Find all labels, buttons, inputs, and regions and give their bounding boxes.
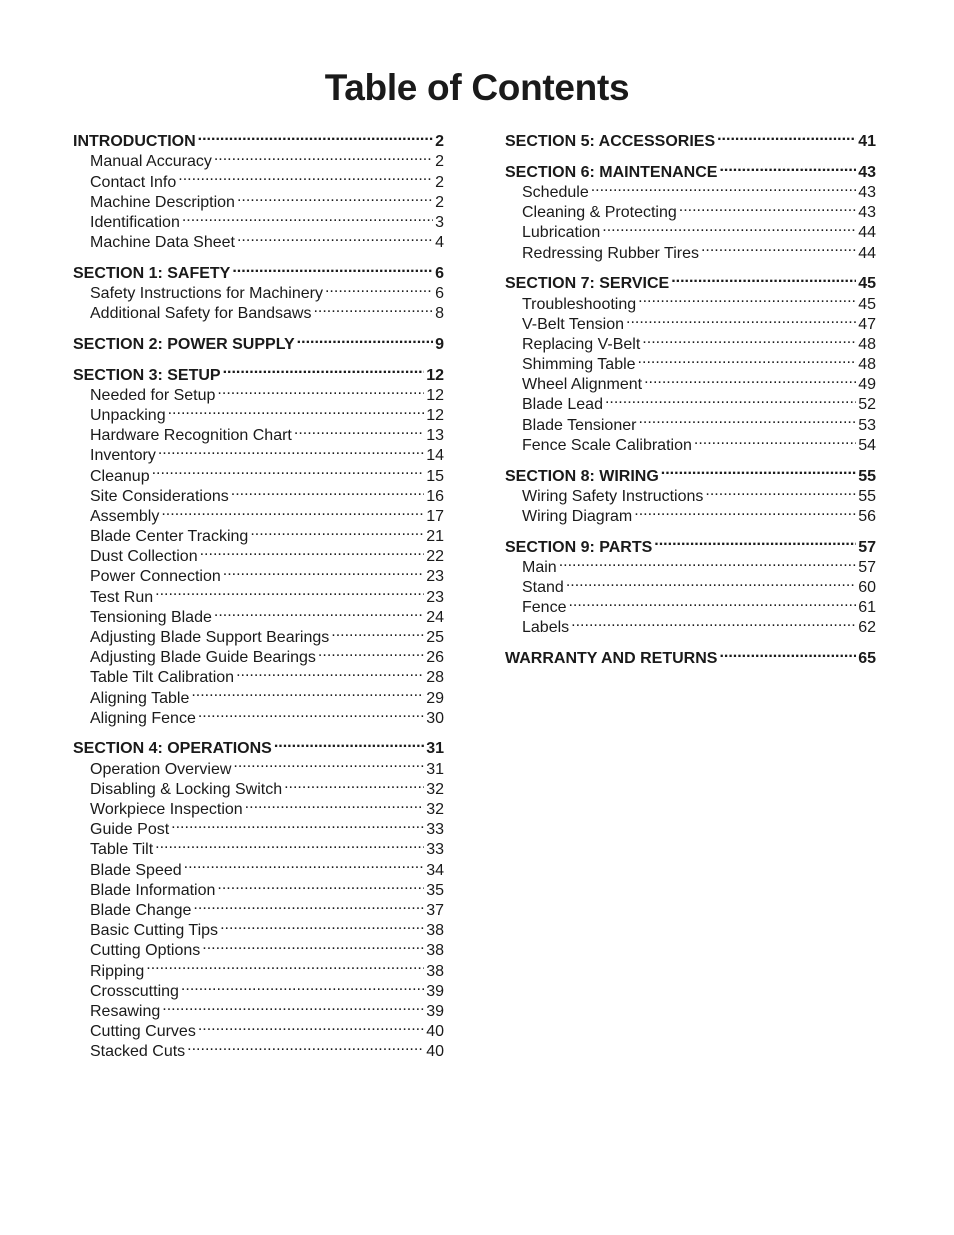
toc-page-number: 43 (858, 163, 876, 181)
toc-entry-label: Blade Center Tracking (90, 528, 249, 546)
toc-page-number: 57 (858, 538, 876, 556)
dot-leader (171, 814, 424, 834)
toc-entry-label: Stand (522, 578, 564, 596)
dot-leader (214, 602, 424, 622)
toc-page-number: 15 (426, 467, 444, 485)
toc-entry-label: WARRANTY AND RETURNS (505, 650, 718, 667)
toc-page-number: 17 (426, 507, 444, 525)
dot-leader (705, 481, 856, 501)
toc-entry-label: Wheel Alignment (522, 376, 643, 394)
toc-page-number: 44 (858, 244, 876, 262)
toc-section (73, 258, 444, 323)
toc-entry-main[interactable] (505, 552, 876, 576)
dot-leader (232, 258, 433, 278)
toc-entry-label: Power Connection (90, 568, 221, 586)
toc-entry-label: Schedule (522, 184, 589, 202)
toc-entry-label: Adjusting Blade Support Bearings (90, 629, 330, 646)
toc-page-number: 39 (426, 1002, 444, 1020)
toc-entry-label: Manual Accuracy (90, 153, 212, 171)
toc-page-number: 23 (426, 588, 444, 606)
toc-page-number: 49 (858, 376, 876, 394)
dot-leader (654, 531, 856, 551)
toc-section-heading-section-6-maintenance[interactable] (505, 157, 876, 181)
dot-leader (161, 501, 424, 521)
toc-entry-label: Workpiece Inspection (90, 801, 243, 818)
toc-page-number: 40 (426, 1043, 444, 1061)
toc-entry-label: Dust Collection (90, 548, 198, 566)
toc-page-number: 2 (435, 133, 444, 151)
toc-section (505, 531, 876, 637)
toc-entry-label: Lubrication (522, 224, 601, 242)
toc-entry-label: Blade Lead (522, 396, 603, 414)
toc-section-heading-section-2-power-supply[interactable] (73, 329, 444, 353)
toc-page-number: 41 (858, 133, 876, 151)
dot-leader (591, 177, 856, 197)
toc-page-number: 9 (435, 335, 444, 353)
toc-section-heading-section-4-operations[interactable] (73, 733, 444, 758)
toc-page-number: 56 (858, 507, 876, 525)
toc-page-number: 2 (435, 153, 444, 171)
toc-entry-label: Site Considerations (90, 487, 229, 505)
toc-page-number: 40 (426, 1023, 444, 1041)
toc-page-number: 48 (858, 356, 876, 374)
toc-entry-label: Wiring Safety Instructions (522, 487, 704, 505)
toc-entry-label: Test Run (90, 588, 154, 606)
toc-page-number: 65 (858, 650, 876, 667)
toc-entry-label: Shimming Table (522, 356, 636, 374)
toc-entry-label: Assembly (90, 507, 160, 525)
dot-leader (200, 541, 425, 561)
toc-entry-label: Wiring Diagram (522, 507, 633, 525)
toc-section-heading-warranty-and-returns[interactable] (505, 643, 876, 667)
dot-leader (294, 420, 424, 440)
toc-page-number: 34 (426, 861, 444, 879)
dot-leader (719, 643, 856, 663)
toc-entry-label: Fence (522, 599, 567, 617)
dot-leader (566, 572, 856, 592)
dot-leader (223, 561, 424, 581)
toc-entry-label: SECTION 3: SETUP (73, 366, 221, 384)
toc-entry-label: SECTION 6: MAINTENANCE (505, 163, 718, 181)
dot-leader (679, 197, 856, 217)
dot-leader (638, 288, 856, 308)
toc-entry-label: Labels (522, 619, 570, 637)
toc-entry-label: Hardware Recognition Chart (90, 427, 292, 445)
toc-entry-label: Aligning Table (90, 689, 190, 707)
toc-entry-label: SECTION 4: OPERATIONS (73, 740, 272, 758)
dot-leader (568, 592, 856, 612)
dot-leader (297, 329, 433, 349)
dot-leader (571, 612, 856, 632)
dot-leader (217, 380, 424, 400)
toc-page-number: 13 (426, 427, 444, 445)
toc-page-number: 2 (435, 173, 444, 191)
toc-page-number: 4 (435, 234, 444, 252)
toc-page-number: 16 (426, 487, 444, 505)
toc-entry-label: SECTION 7: SERVICE (505, 275, 670, 293)
page-title: Table of Contents (324, 67, 630, 108)
toc-page-number: 43 (858, 204, 876, 222)
toc-page-number: 6 (435, 285, 444, 302)
dot-leader (313, 298, 433, 318)
dot-leader (671, 268, 856, 288)
dot-leader (198, 1016, 424, 1036)
toc-entry-label: Ripping (90, 962, 145, 980)
toc-section (73, 329, 444, 353)
toc-page-number: 32 (426, 780, 444, 798)
toc-section (505, 126, 876, 151)
toc-page-number: 12 (426, 406, 444, 424)
toc-entry-label: Unpacking (90, 406, 166, 424)
dot-leader (223, 359, 425, 379)
toc-page-number: 48 (858, 335, 876, 353)
toc-page-number: 38 (426, 942, 444, 960)
toc-section-heading-section-5-accessories[interactable] (505, 126, 876, 151)
toc-entry-label: Redressing Rubber Tires (522, 244, 699, 262)
toc-entry-label: Blade Speed (90, 861, 182, 879)
dot-leader (602, 217, 856, 237)
dot-leader (634, 501, 856, 521)
toc-page-number: 62 (858, 619, 876, 637)
toc-page-number: 38 (426, 922, 444, 940)
toc-entry-label: SECTION 2: POWER SUPPLY (73, 335, 295, 353)
dot-leader (642, 329, 856, 349)
toc-page-number: 39 (426, 982, 444, 1000)
toc-entry-label: Blade Tensioner (522, 416, 637, 434)
toc-entry-label: Crosscutting (90, 982, 179, 1000)
toc-page-number: 53 (858, 416, 876, 434)
dot-leader (638, 349, 857, 369)
toc-entry-label: Replacing V-Belt (522, 335, 641, 353)
toc-page-number: 54 (858, 436, 876, 454)
toc-entry-label: Inventory (90, 447, 156, 465)
toc-entry-label: Cleaning & Protecting (522, 204, 677, 222)
dot-leader (701, 237, 856, 257)
dot-leader (155, 834, 424, 854)
toc-section (505, 643, 876, 667)
dot-leader (644, 369, 856, 389)
toc-page-number: 44 (858, 224, 876, 242)
dot-leader (237, 187, 433, 207)
dot-leader (661, 460, 856, 480)
toc-left-column (73, 126, 444, 1067)
toc-page-number: 25 (426, 629, 444, 646)
toc-page-number: 45 (858, 275, 876, 293)
toc-entry-label: SECTION 8: WIRING (505, 467, 659, 485)
toc-entry-label: Table Tilt (90, 841, 154, 859)
toc-page-number: 3 (435, 213, 444, 231)
dot-leader (719, 157, 856, 177)
toc-entry-label: Needed for Setup (90, 386, 216, 404)
toc-entry-label: Operation Overview (90, 760, 232, 778)
dot-leader (325, 278, 433, 298)
dot-leader (638, 409, 856, 429)
toc-entry-label: Resawing (90, 1002, 161, 1020)
toc-page-number: 55 (858, 467, 876, 485)
toc-section-heading-section-9-parts[interactable] (505, 531, 876, 556)
dot-leader (605, 389, 856, 409)
dot-leader (284, 774, 424, 794)
toc-section (73, 359, 444, 727)
dot-leader (184, 854, 425, 874)
toc-page-number: 12 (426, 366, 444, 384)
toc-page-number: 23 (426, 568, 444, 586)
toc-entry-label: Stacked Cuts (90, 1043, 186, 1061)
toc-page-number: 32 (426, 801, 444, 818)
toc-page-number: 6 (435, 264, 444, 282)
toc-right-column (505, 126, 876, 674)
toc-section (73, 733, 444, 1061)
toc-entry-label: Blade Change (90, 901, 192, 919)
dot-leader (217, 875, 424, 895)
dot-leader (559, 552, 857, 572)
dot-leader (191, 682, 424, 702)
toc-entry-label: Contact Info (90, 173, 177, 191)
toc-page-number: 21 (426, 528, 444, 546)
toc-page-number: 30 (426, 709, 444, 727)
dot-leader (198, 126, 433, 146)
dot-leader (245, 794, 425, 814)
toc-entry-label: Tensioning Blade (90, 608, 212, 626)
dot-leader (233, 753, 424, 773)
toc-entry-label: Cutting Options (90, 942, 201, 960)
toc-section (73, 126, 444, 252)
toc-page-number: 31 (426, 740, 444, 758)
toc-page-number: 31 (426, 760, 444, 778)
toc-page-number: 29 (426, 689, 444, 707)
dot-leader (202, 935, 424, 955)
toc-entry-label: Fence Scale Calibration (522, 436, 692, 454)
toc-entry-label: Additional Safety for Bandsaws (90, 305, 312, 323)
toc-entry-label: SECTION 9: PARTS (505, 538, 653, 556)
toc-entry-stand[interactable] (505, 572, 876, 596)
toc-page-number: 47 (858, 315, 876, 333)
dot-leader (626, 309, 856, 329)
dot-leader (250, 521, 424, 541)
toc-page-number: 24 (426, 608, 444, 626)
dot-leader (182, 207, 433, 227)
toc-entry-label: Basic Cutting Tips (90, 922, 219, 940)
dot-leader (220, 915, 424, 935)
toc-page-number: 28 (426, 669, 444, 687)
dot-leader (181, 976, 424, 996)
toc-entry-label: Cleanup (90, 467, 150, 485)
dot-leader (152, 460, 425, 480)
toc-entry-label: SECTION 1: SAFETY (73, 264, 231, 282)
toc-entry-label: Table Tilt Calibration (90, 669, 235, 687)
dot-leader (237, 227, 433, 247)
toc-section-heading-section-7-service[interactable] (505, 268, 876, 293)
dot-leader (717, 126, 856, 146)
toc-entry-label: Machine Description (90, 193, 235, 211)
dot-leader (168, 400, 425, 420)
toc-page-number: 14 (426, 447, 444, 465)
toc-page-number: 55 (858, 487, 876, 505)
dot-leader (214, 146, 433, 166)
toc-entry-label: SECTION 5: ACCESSORIES (505, 133, 716, 151)
toc-section-heading-section-3-setup[interactable] (73, 359, 444, 384)
toc-entry-label: Blade Information (90, 881, 216, 899)
toc-page-number: 61 (858, 599, 876, 617)
dot-leader (198, 703, 424, 723)
toc-page-number: 8 (435, 305, 444, 323)
toc-section-heading-introduction[interactable] (73, 126, 444, 151)
dot-leader (318, 642, 424, 662)
toc-entry-label: Machine Data Sheet (90, 234, 235, 252)
toc-entry-label: INTRODUCTION (73, 133, 196, 151)
toc-entry-label: Adjusting Blade Guide Bearings (90, 649, 316, 667)
toc-entry-label: Cutting Curves (90, 1023, 196, 1041)
toc-entry-label: Main (522, 558, 557, 576)
toc-page-number: 60 (858, 578, 876, 596)
dot-leader (193, 895, 424, 915)
toc-entry-label: Disabling & Locking Switch (90, 780, 283, 798)
toc-entry-label: Aligning Fence (90, 709, 196, 727)
toc-page-number: 57 (858, 558, 876, 576)
toc-page-number: 33 (426, 821, 444, 839)
dot-leader (146, 955, 424, 975)
toc-entry-label: Safety Instructions for Machinery (90, 285, 323, 302)
toc-section-heading-section-1-safety[interactable] (73, 258, 444, 282)
toc-entry-label: Identification (90, 213, 180, 231)
toc-page-number: 45 (858, 295, 876, 313)
toc-page-number: 37 (426, 901, 444, 919)
toc-page-number: 43 (858, 184, 876, 202)
toc-entry-label: Troubleshooting (522, 295, 637, 313)
toc-section (505, 157, 876, 262)
toc-page-number: 52 (858, 396, 876, 414)
dot-leader (231, 481, 424, 501)
dot-leader (236, 662, 424, 682)
dot-leader (155, 581, 424, 601)
dot-leader (331, 622, 424, 642)
toc-page-number: 33 (426, 841, 444, 859)
dot-leader (187, 1036, 424, 1056)
dot-leader (694, 430, 856, 450)
toc-page-number: 22 (426, 548, 444, 566)
toc-section (505, 268, 876, 454)
toc-section-heading-section-8-wiring[interactable] (505, 460, 876, 485)
dot-leader (158, 440, 424, 460)
toc-page-number: 35 (426, 881, 444, 899)
toc-page-number: 2 (435, 193, 444, 211)
toc-page-number: 12 (426, 386, 444, 404)
toc-page-number: 38 (426, 962, 444, 980)
dot-leader (162, 996, 424, 1016)
toc-section (505, 460, 876, 525)
dot-leader (274, 733, 424, 753)
dot-leader (178, 166, 433, 186)
toc-entry-label: V-Belt Tension (522, 315, 624, 333)
toc-entry-label: Guide Post (90, 821, 170, 839)
toc-page-number: 26 (426, 649, 444, 667)
